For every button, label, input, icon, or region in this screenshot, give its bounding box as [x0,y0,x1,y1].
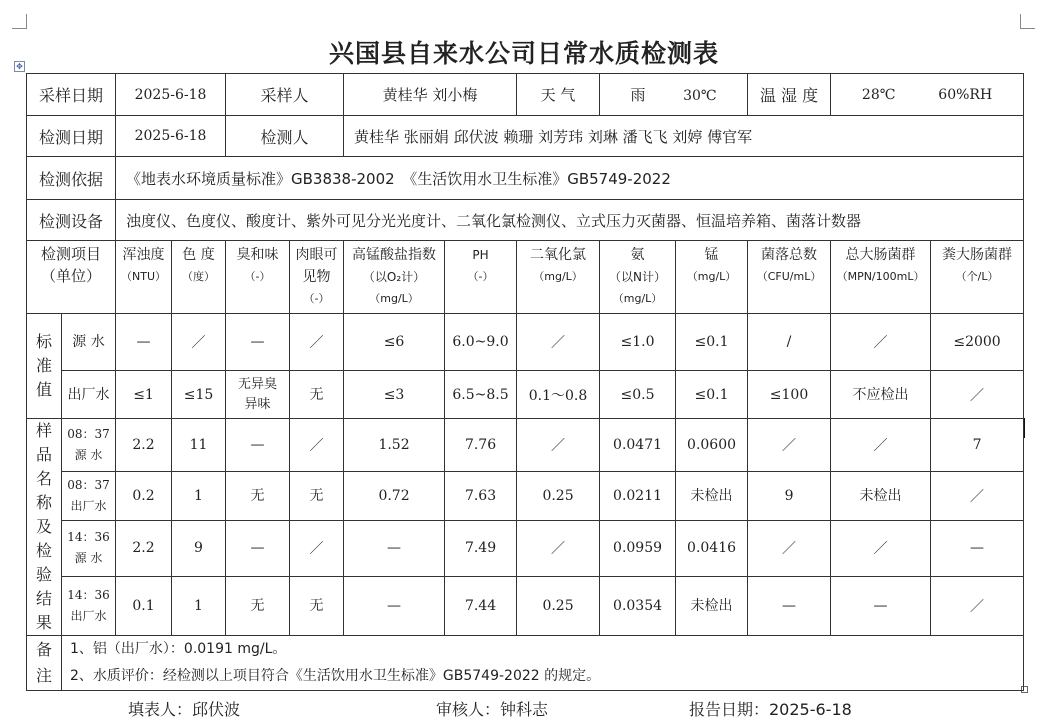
equipment-label: 检测设备 [27,200,116,241]
items-header-row [27,241,1024,314]
standard-treated-row [27,371,1024,419]
header-fecal-coliform: 粪大肠菌群 （个/L） [931,241,1024,314]
testing-date-value[interactable]: 2025-6-18 [116,116,226,157]
notes-row [27,636,1024,691]
table-cell[interactable]: ／ [290,520,344,576]
tester-value[interactable]: 黄桂华 张丽娟 邱伏波 赖珊 刘芳玮 刘琳 潘飞飞 刘婷 傅官军 [344,116,1024,157]
table-cell[interactable]: — [226,419,290,472]
sampler-value[interactable]: 黄桂华 刘小梅 [344,74,517,116]
table-cell[interactable]: ≤1.0 [600,314,676,371]
table-cell[interactable]: 未检出 [676,471,748,520]
sampler-label: 采样人 [226,74,344,116]
table-cell[interactable]: 7 [931,419,1024,472]
table-cell[interactable]: — [226,520,290,576]
humidity-value: 60%RH [938,86,993,103]
page-corner-mark [1020,14,1035,29]
table-cell[interactable]: 0.2 [116,471,172,520]
basis-value[interactable]: 《地表水环境质量标准》GB3838-2002 《生活饮用水卫生标准》GB5749-2022 [116,157,1024,200]
table-cell[interactable]: 2.2 [116,520,172,576]
standard-row-name: 出厂水 [62,371,116,419]
table-cell[interactable]: 不应检出 [831,371,931,419]
table-cell[interactable]: — [344,520,445,576]
table-cell[interactable]: 0.72 [344,471,445,520]
tester-label: 检测人 [226,116,344,157]
table-cell[interactable]: ／ [748,419,831,472]
table-cell[interactable]: — [831,576,931,635]
table-cell[interactable]: ／ [831,520,931,576]
table-cell[interactable]: ≤0.5 [600,371,676,419]
standard-label: 标准值 [35,332,52,399]
table-move-handle-icon[interactable]: ✥ [14,61,25,72]
table-cell[interactable]: ／ [172,314,226,371]
table-cell[interactable]: 0.1 [116,576,172,635]
table-cell[interactable]: ≤3 [344,371,445,419]
table-cell[interactable]: 未检出 [676,576,748,635]
sample-name-cell: 14：36 源 水 [62,520,116,576]
temp-humidity-cell[interactable] [831,74,1024,116]
notes-label: 备注 [35,640,52,685]
sampling-date-label: 采样日期 [27,74,116,116]
report-date: 报告日期：2025-6-18 [689,700,852,719]
table-cell[interactable]: ≤2000 [931,314,1024,371]
table-cell[interactable]: 无异臭异味 [226,371,290,419]
header-ph: PH （-） [445,241,517,314]
table-cell[interactable]: 7.44 [445,576,517,635]
sample-row [27,576,1024,635]
table-cell[interactable]: ／ [831,314,931,371]
items-unit-label: （单位） [41,267,102,285]
table-cell[interactable]: — [226,314,290,371]
sampling-row [27,74,1024,116]
header-colony-count: 菌落总数 （CFU/mL） [748,241,831,314]
items-header-label [27,241,116,314]
water-quality-table [26,73,1024,691]
standard-raw-row [27,314,1024,371]
header-manganese: 锰 （mg/L） [676,241,748,314]
table-cell[interactable]: 9 [172,520,226,576]
table-cell[interactable]: ／ [931,471,1024,520]
table-cell[interactable]: 0.0211 [600,471,676,520]
table-cell[interactable]: 0.0416 [676,520,748,576]
sample-name-cell: 08：37 出厂水 [62,471,116,520]
table-cell[interactable]: 6.0~9.0 [445,314,517,371]
header-turbidity: 浑浊度 （NTU） [116,241,172,314]
note-line-2: 2、水质评价：经检测以上项目符合《生活饮用水卫生标准》GB5749-2022 的规定。 [70,668,601,684]
notes-label-cell [27,636,62,691]
header-color: 色 度 （度） [172,241,226,314]
basis-row [27,157,1024,200]
table-cell[interactable]: 6.5~8.5 [445,371,517,419]
header-total-coliform: 总大肠菌群 （MPN/100mL） [831,241,931,314]
standard-label-cell [27,314,62,419]
header-ammonia: 氨 （以N计） （mg/L） [600,241,676,314]
equipment-row [27,200,1024,241]
table-cell[interactable]: 0.0471 [600,419,676,472]
standard-row-name: 源 水 [62,314,116,371]
header-chlorine-dioxide: 二氧化氯 （mg/L） [517,241,600,314]
temp-humidity-label: 温 湿 度 [748,74,831,116]
weather-label: 天 气 [517,74,600,116]
sample-name-cell: 08：37 源 水 [62,419,116,472]
table-cell[interactable]: ／ [931,371,1024,419]
table-cell[interactable]: — [931,520,1024,576]
table-cell[interactable]: ≤15 [172,371,226,419]
table-cell[interactable]: ／ [517,314,600,371]
table-cell[interactable]: 9 [748,471,831,520]
filler-signature: 填表人：邱伏波 [128,700,241,719]
table-cell[interactable]: 1 [172,471,226,520]
weather-value: 雨 [630,86,646,104]
table-cell[interactable]: ≤6 [344,314,445,371]
sample-row [27,471,1024,520]
table-cell[interactable]: ≤0.1 [676,371,748,419]
table-cell[interactable]: 11 [172,419,226,472]
weather-cell[interactable] [600,74,748,116]
table-cell[interactable]: — [748,576,831,635]
header-odor: 臭和味 （-） [226,241,290,314]
table-cell[interactable]: 7.49 [445,520,517,576]
table-cell[interactable]: ／ [831,419,931,472]
sample-row [27,520,1024,576]
table-cell[interactable]: 1.52 [344,419,445,472]
header-permanganate: 高锰酸盐指数 （以O₂计） （mg/L） [344,241,445,314]
table-cell[interactable]: 7.76 [445,419,517,472]
table-cell[interactable]: 0.25 [517,471,600,520]
table-cell[interactable]: ／ [290,419,344,472]
table-cell[interactable]: 无 [290,471,344,520]
samples-label-cell [27,419,62,636]
page-title: 兴国县自来水公司日常水质检测表 [328,39,719,68]
samples-label: 样品名称及检验结果 [35,421,52,632]
table-cell[interactable]: 未检出 [831,471,931,520]
table-cell[interactable]: 2.2 [116,419,172,472]
table-cell[interactable]: 1 [172,576,226,635]
table-cell[interactable]: 无 [226,576,290,635]
note-line-1: 1、铝（出厂水）：0.0191 mg/L。 [70,641,287,657]
header-visible-matter: 肉眼可 见物 （-） [290,241,344,314]
table-cell[interactable]: ／ [517,520,600,576]
testing-date-label: 检测日期 [27,116,116,157]
table-cell[interactable]: 无 [290,576,344,635]
reviewer-signature: 审核人：钟科志 [436,700,549,719]
sample-row [27,419,1024,472]
table-cell[interactable]: ／ [931,576,1024,635]
sampling-date-value[interactable]: 2025-6-18 [116,74,226,116]
table-cell[interactable]: — [344,576,445,635]
table-cell[interactable]: / [748,314,831,371]
table-cell[interactable]: 7.63 [445,471,517,520]
table-cell[interactable]: ≤1 [116,371,172,419]
equipment-value[interactable]: 浊度仪、色度仪、酸度计、紫外可见分光光度计、二氧化氯检测仪、立式压力灭菌器、恒温培养箱、菌落计数器 [116,200,1024,241]
table-cell[interactable]: ≤0.1 [676,314,748,371]
sample-name-cell: 14：36 出厂水 [62,576,116,635]
items-label: 检测项目 [41,245,102,263]
table-cell[interactable]: 0.1～0.8 [517,371,600,419]
table-cell[interactable]: ≤100 [748,371,831,419]
table-cell[interactable]: ／ [748,520,831,576]
table-cell[interactable]: — [116,314,172,371]
table-cell[interactable]: 0.25 [517,576,600,635]
notes-content[interactable] [62,636,1024,691]
page-corner-mark [12,14,27,29]
table-cell[interactable]: 无 [290,371,344,419]
weather-temperature: 30℃ [683,88,717,104]
table-cell[interactable]: 0.0959 [600,520,676,576]
table-cell[interactable]: 无 [226,471,290,520]
table-cell[interactable]: ／ [517,419,600,472]
testing-row [27,116,1024,157]
table-cell[interactable]: 0.0354 [600,576,676,635]
basis-label: 检测依据 [27,157,116,200]
table-cell[interactable]: ／ [290,314,344,371]
table-cell[interactable]: 0.0600 [676,419,748,472]
temp-value: 28℃ [861,86,896,103]
